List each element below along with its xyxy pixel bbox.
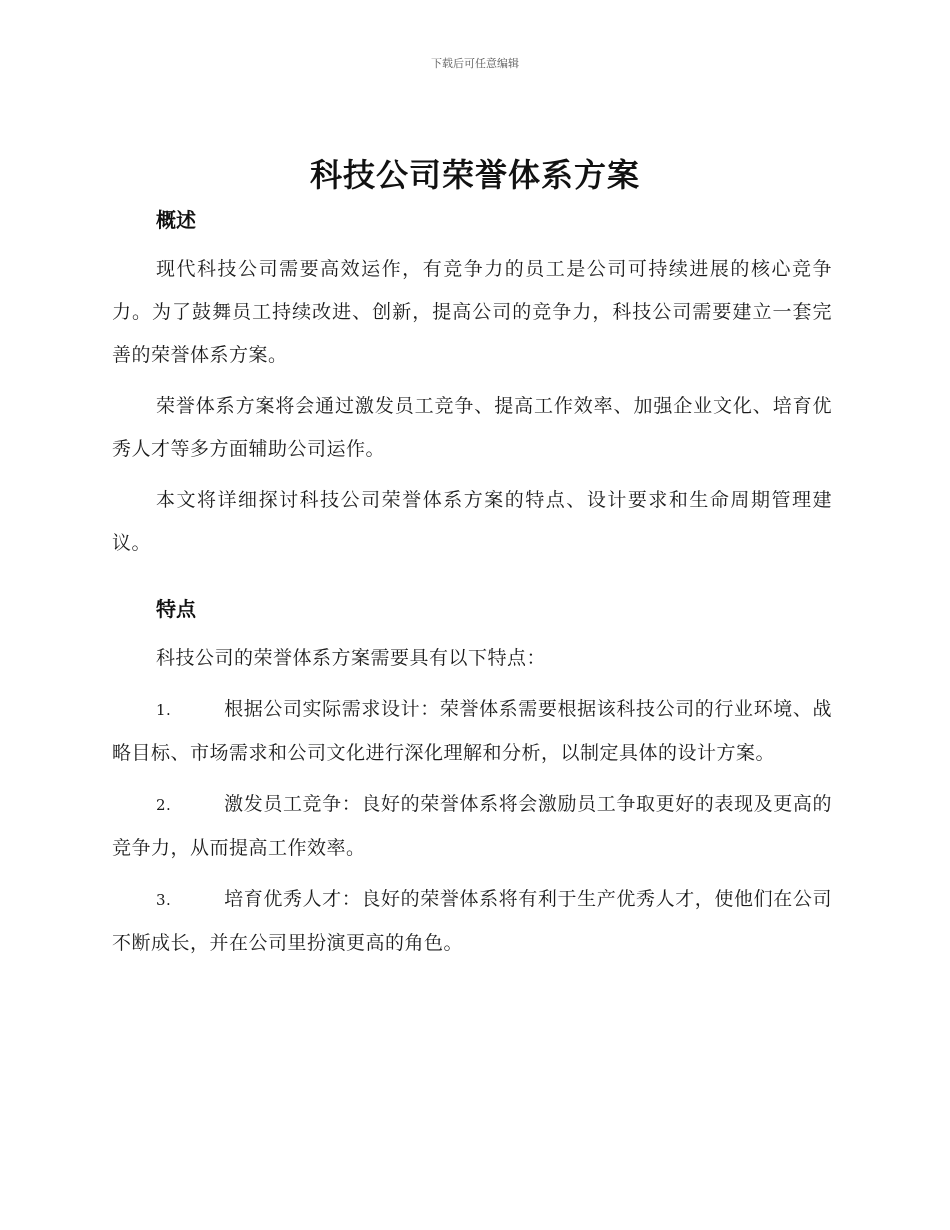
feature-item-text: 培育优秀人才：良好的荣誉体系将有利于生产优秀人才，使他们在公司不断成长，并在公司里扮演更高的角色。 bbox=[112, 888, 832, 954]
section-heading-overview: 概述 bbox=[156, 208, 196, 232]
feature-item-text: 激发员工竞争：良好的荣誉体系将会激励员工争取更好的表现及更高的竞争力，从而提高工作效率。 bbox=[112, 793, 832, 859]
features-intro: 科技公司的荣誉体系方案需要具有以下特点： bbox=[156, 647, 547, 669]
feature-item-3 bbox=[112, 878, 832, 965]
feature-item-text: 根据公司实际需求设计：荣誉体系需要根据该科技公司的行业环境、战略目标、市场需求和公司文化进行深化理解和分析，以制定具体的设计方案。 bbox=[112, 698, 832, 764]
feature-item-number: 2. bbox=[156, 796, 172, 814]
overview-paragraph-3: 本文将详细探讨科技公司荣誉体系方案的特点、设计要求和生命周期管理建议。 bbox=[112, 489, 832, 554]
document-body bbox=[112, 198, 832, 973]
feature-item-2 bbox=[112, 783, 832, 870]
header-note: 下载后可任意编辑 bbox=[431, 57, 519, 70]
feature-item-number: 3. bbox=[156, 891, 172, 909]
document-title: 科技公司荣誉体系方案 bbox=[309, 156, 640, 194]
section-heading-features: 特点 bbox=[156, 597, 196, 621]
overview-paragraph-1: 现代科技公司需要高效运作，有竞争力的员工是公司可持续进展的核心竞争力。为了鼓舞员工持续改进、创新，提高公司的竞争力，科技公司需要建立一套完善的荣誉体系方案。 bbox=[112, 258, 832, 366]
overview-paragraph-2: 荣誉体系方案将会通过激发员工竞争、提高工作效率、加强企业文化、培育优秀人才等多方面辅助公司运作。 bbox=[112, 395, 832, 460]
feature-item-number: 1. bbox=[156, 701, 172, 719]
feature-item-1 bbox=[112, 688, 832, 775]
